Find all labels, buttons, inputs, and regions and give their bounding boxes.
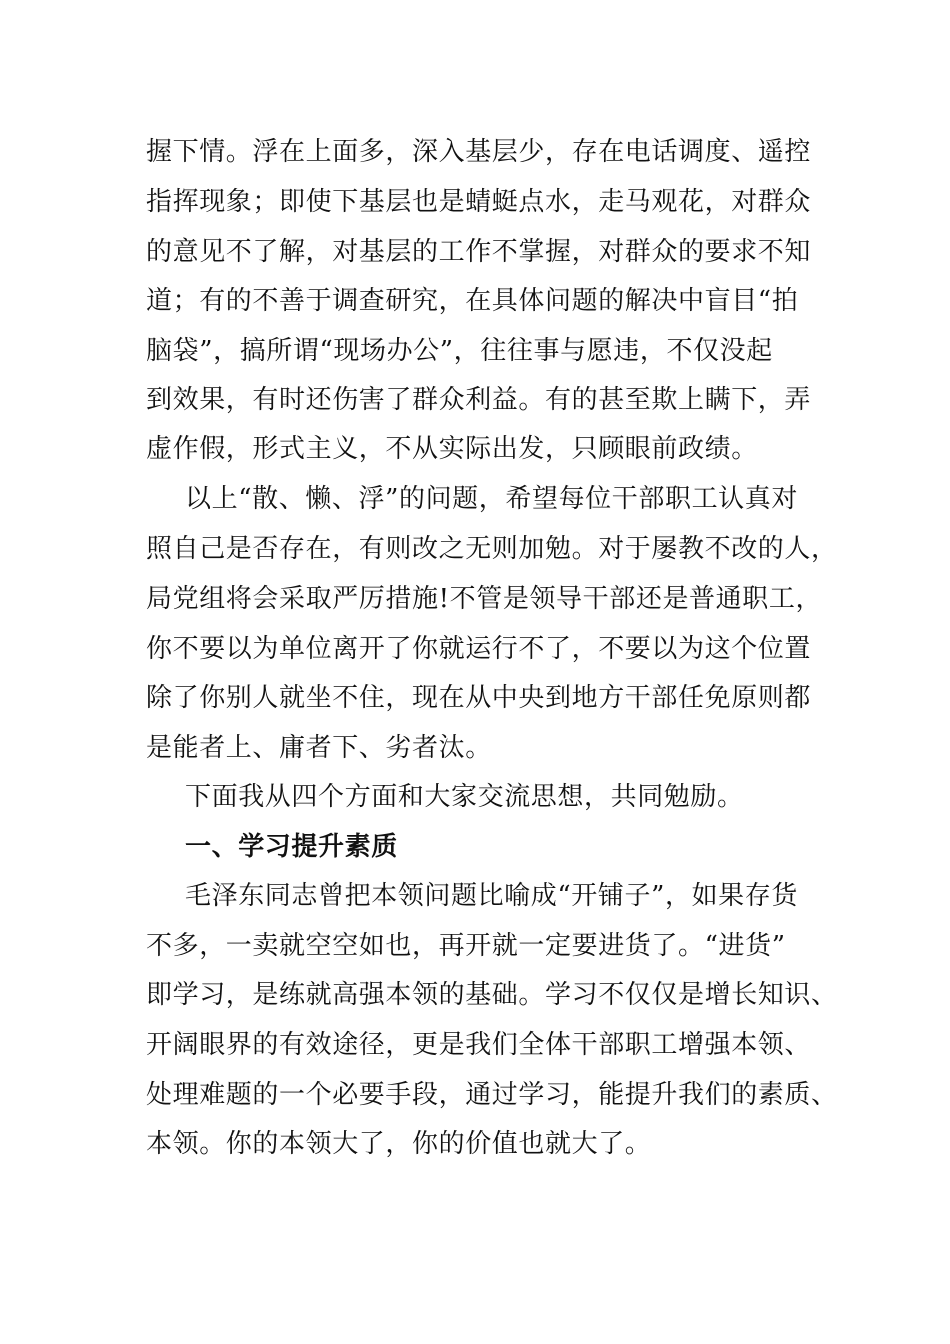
section-heading: 一、学习提升素质 xyxy=(185,832,398,862)
text-line: 除了你别人就坐不住，现在从中央到地方干部任免原则都 xyxy=(146,683,812,713)
paragraph-first-line: 以上“散、懒、浮”的问题，希望每位干部职工认真对 xyxy=(185,484,798,514)
text-line: 是能者上、庸者下、劣者汰。 xyxy=(146,733,492,763)
text-line: 开阔眼界的有效途径，更是我们全体干部职工增强本领、 xyxy=(146,1030,812,1060)
paragraph-first-line: 毛泽东同志曾把本领问题比喻成“开铺子”，如果存货 xyxy=(185,881,798,911)
text-line: 握下情。浮在上面多，深入基层少，存在电话调度、遥控 xyxy=(146,137,812,167)
text-line: 的意见不了解，对基层的工作不掌握，对群众的要求不知 xyxy=(146,237,812,267)
paragraph-first-line: 下面我从四个方面和大家交流思想，共同勉励。 xyxy=(185,782,744,812)
text-line: 道；有的不善于调查研究，在具体问题的解决中盲目“拍 xyxy=(146,286,799,316)
text-line: 脑袋”，搞所谓“现场办公”，往往事与愿违，不仅没起 xyxy=(146,336,773,366)
text-line: 不多，一卖就空空如也，再开就一定要进货了。“进货” xyxy=(146,931,786,961)
text-line: 本领。你的本领大了，你的价值也就大了。 xyxy=(146,1129,652,1159)
text-line: 即学习，是练就高强本领的基础。学习不仅仅是增长知识、 xyxy=(146,980,838,1010)
text-line: 你不要以为单位离开了你就运行不了，不要以为这个位置 xyxy=(146,634,812,664)
text-line: 虚作假，形式主义，不从实际出发，只顾眼前政绩。 xyxy=(146,434,758,464)
text-line: 处理难题的一个必要手段，通过学习，能提升我们的素质、 xyxy=(146,1080,838,1110)
text-line: 照自己是否存在，有则改之无则加勉。对于屡教不改的人， xyxy=(146,534,838,564)
text-line: 局党组将会采取严厉措施!不管是领导干部还是普通职工， xyxy=(146,584,823,614)
text-line: 指挥现象；即使下基层也是蜻蜓点水，走马观花，对群众 xyxy=(146,187,812,217)
text-line: 到效果，有时还伤害了群众利益。有的甚至欺上瞒下，弄 xyxy=(146,385,812,415)
